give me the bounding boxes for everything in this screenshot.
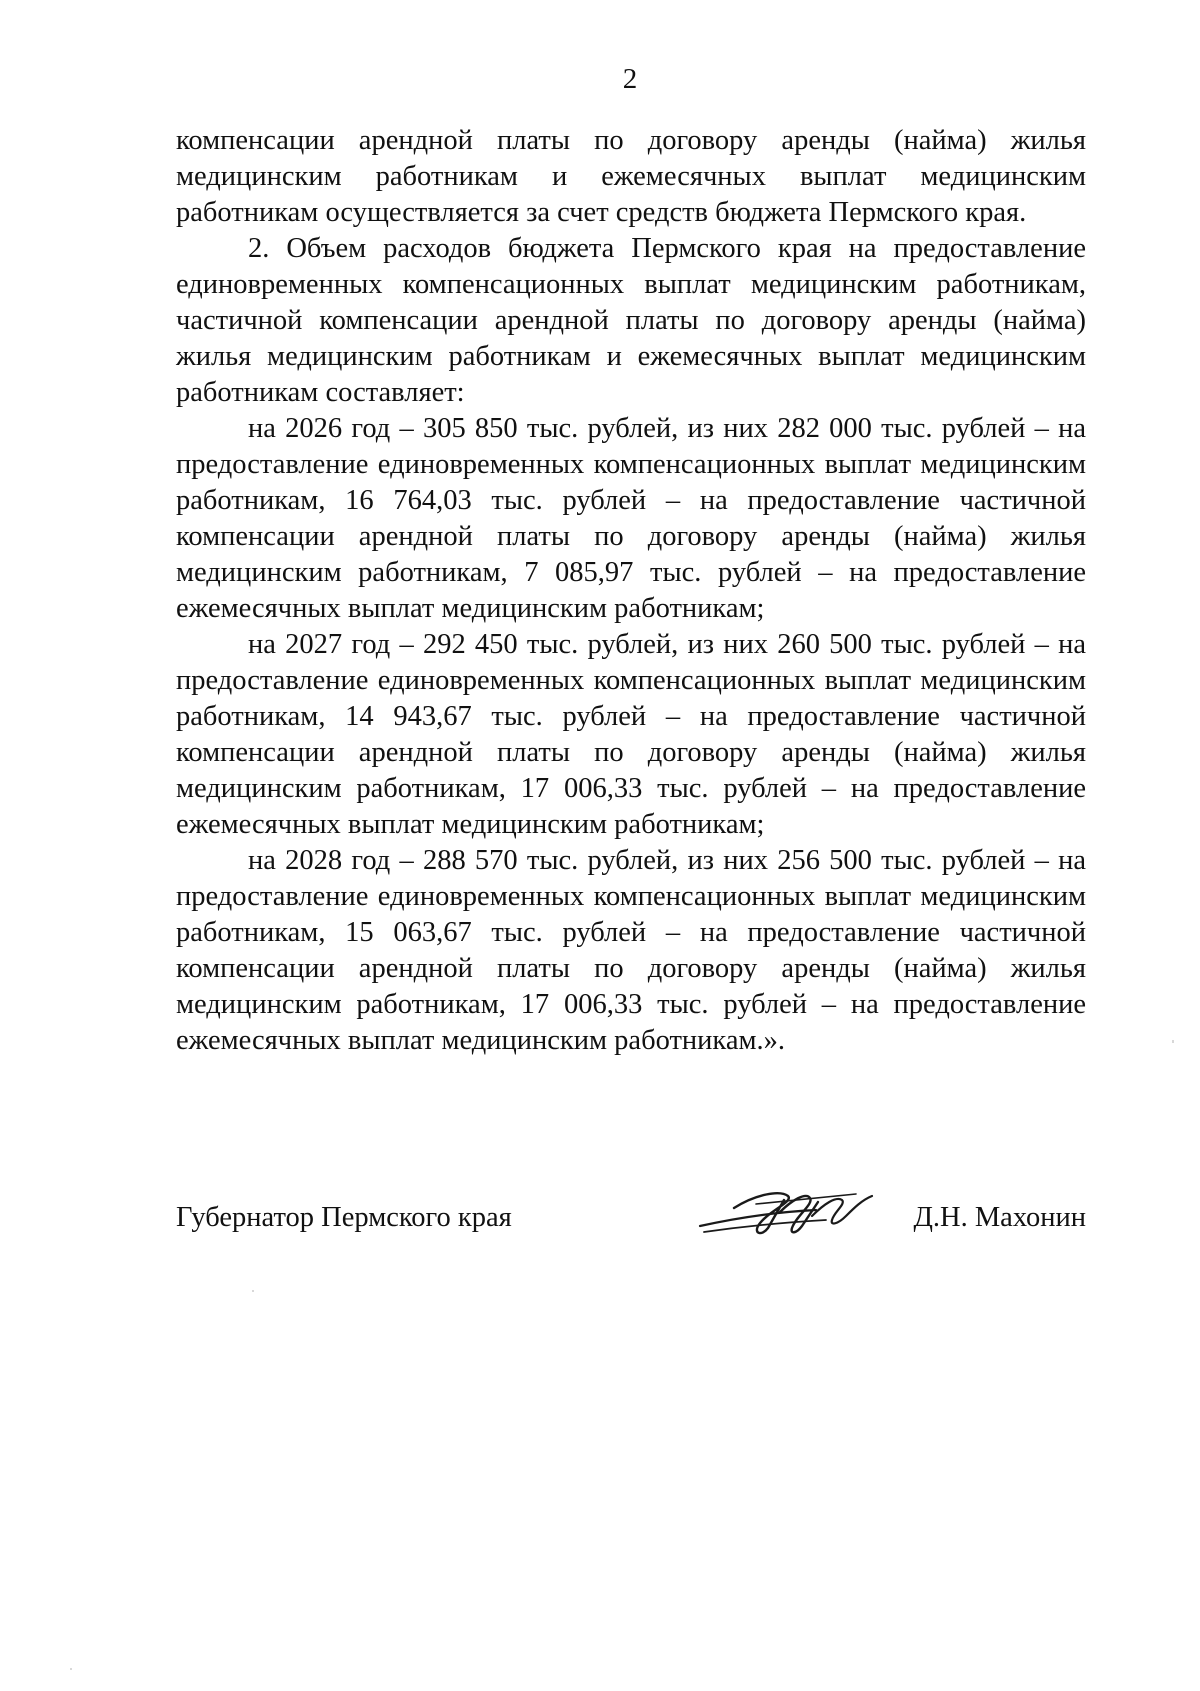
document-body	[176, 123, 1086, 1059]
scan-speck	[252, 1290, 254, 1292]
paragraph-year-2028: на 2028 год – 288 570 тыс. рублей, из них 256 500 тыс. рублей – на предоставление единовременных компенсационных выплат медицинским работникам, 15 063,67 тыс. рублей – на предоставление частичной компенсации арендной платы по договору аренды (найма) жилья медицинским работникам, 17 006,33 тыс. рублей – на предоставление ежемесячных выплат медицинским работникам.».	[176, 845, 1086, 1056]
paragraph-continuation: компенсации арендной платы по договору аренды (найма) жилья медицинским работникам и ежемесячных выплат медицинским работникам осуществляется за счет средств бюджета Пермского края.	[176, 125, 1086, 228]
paragraph-item-2: 2. Объем расходов бюджета Пермского края на предоставление единовременных компенсационных выплат медицинским работникам, частичной компенсации арендной платы по договору аренды (найма) жилья медицинским работникам и ежемесячных выплат медицинским работникам составляет:	[176, 233, 1086, 408]
scan-speck	[70, 1668, 72, 1670]
paragraph-year-2026: на 2026 год – 305 850 тыс. рублей, из них 282 000 тыс. рублей – на предоставление единовременных компенсационных выплат медицинским работникам, 16 764,03 тыс. рублей – на предоставление частичной компенсации арендной платы по договору аренды (найма) жилья медицинским работникам, 7 085,97 тыс. рублей – на предоставление ежемесячных выплат медицинским работникам;	[176, 413, 1086, 624]
page-number: 2	[622, 63, 638, 95]
signer-name: Д.Н. Махонин	[913, 1202, 1086, 1233]
signature-block	[176, 1196, 1086, 1256]
signer-title: Губернатор Пермского края	[176, 1202, 512, 1233]
paragraph-year-2027: на 2027 год – 292 450 тыс. рублей, из них 260 500 тыс. рублей – на предоставление единовременных компенсационных выплат медицинским работникам, 14 943,67 тыс. рублей – на предоставление частичной компенсации арендной платы по договору аренды (найма) жилья медицинским работникам, 17 006,33 тыс. рублей – на предоставление ежемесячных выплат медицинским работникам;	[176, 629, 1086, 840]
handwritten-signature	[696, 1182, 881, 1248]
scan-speck	[1172, 1040, 1174, 1043]
